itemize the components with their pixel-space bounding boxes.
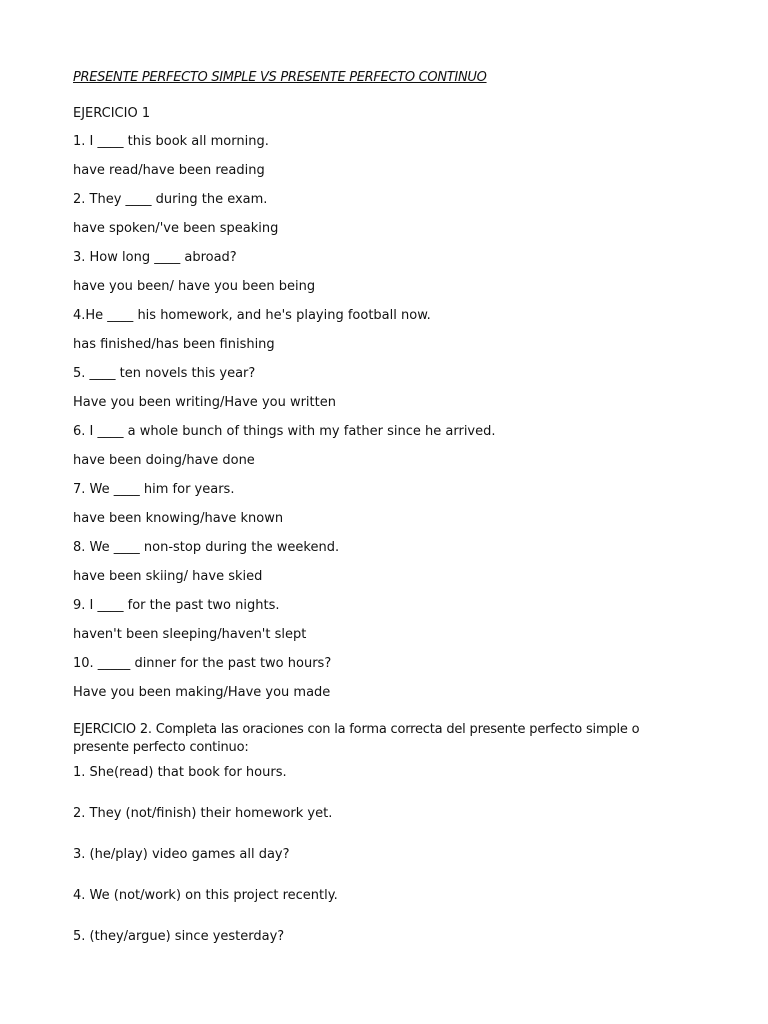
exercise1-question-10: 10. _____ dinner for the past two hours? <box>73 656 332 671</box>
page-title: PRESENTE PERFECTO SIMPLE VS PRESENTE PERFECTO CONTINUO <box>73 70 487 85</box>
exercise2-item-3: 3. (he/play) video games all day? <box>73 847 290 862</box>
exercise1-options-6: have been doing/have done <box>73 453 255 468</box>
exercise1-question-9: 9. I ____ for the past two nights. <box>73 598 280 613</box>
exercise2-item-1: 1. She(read) that book for hours. <box>73 765 287 780</box>
exercise1-options-1: have read/have been reading <box>73 163 265 178</box>
exercise2-item-4: 4. We (not/work) on this project recently. <box>73 888 338 903</box>
exercise1-options-7: have been knowing/have known <box>73 511 284 526</box>
exercise1-question-3: 3. How long ____ abroad? <box>73 250 237 265</box>
exercise2-heading: EJERCICIO 2. Completa las oraciones con la forma correcta del presente perfecto simple o presente perfecto continuo: <box>73 722 640 755</box>
exercise1-question-5: 5. ____ ten novels this year? <box>73 366 256 381</box>
exercise1-question-4: 4.He ____ his homework, and he's playing football now. <box>73 308 431 323</box>
exercise1-question-7: 7. We ____ him for years. <box>73 482 235 497</box>
exercise1-heading: EJERCICIO 1 <box>73 106 151 121</box>
exercise1-options-10: Have you been making/Have you made <box>73 685 331 700</box>
exercise1-question-2: 2. They ____ during the exam. <box>73 192 268 207</box>
exercise1-options-9: haven't been sleeping/haven't slept <box>73 627 307 642</box>
exercise1-options-8: have been skiing/ have skied <box>73 569 263 584</box>
exercise1-options-2: have spoken/'ve been speaking <box>73 221 279 236</box>
exercise1-question-8: 8. We ____ non-stop during the weekend. <box>73 540 340 555</box>
exercise1-options-4: has finished/has been finishing <box>73 337 275 352</box>
exercise2-item-5: 5. (they/argue) since yesterday? <box>73 929 285 944</box>
exercise1-question-1: 1. I ____ this book all morning. <box>73 134 269 149</box>
exercise2-item-2: 2. They (not/finish) their homework yet. <box>73 806 333 821</box>
exercise1-options-5: Have you been writing/Have you written <box>73 395 336 410</box>
exercise1-question-6: 6. I ____ a whole bunch of things with my father since he arrived. <box>73 424 496 439</box>
exercise1-options-3: have you been/ have you been being <box>73 279 316 294</box>
